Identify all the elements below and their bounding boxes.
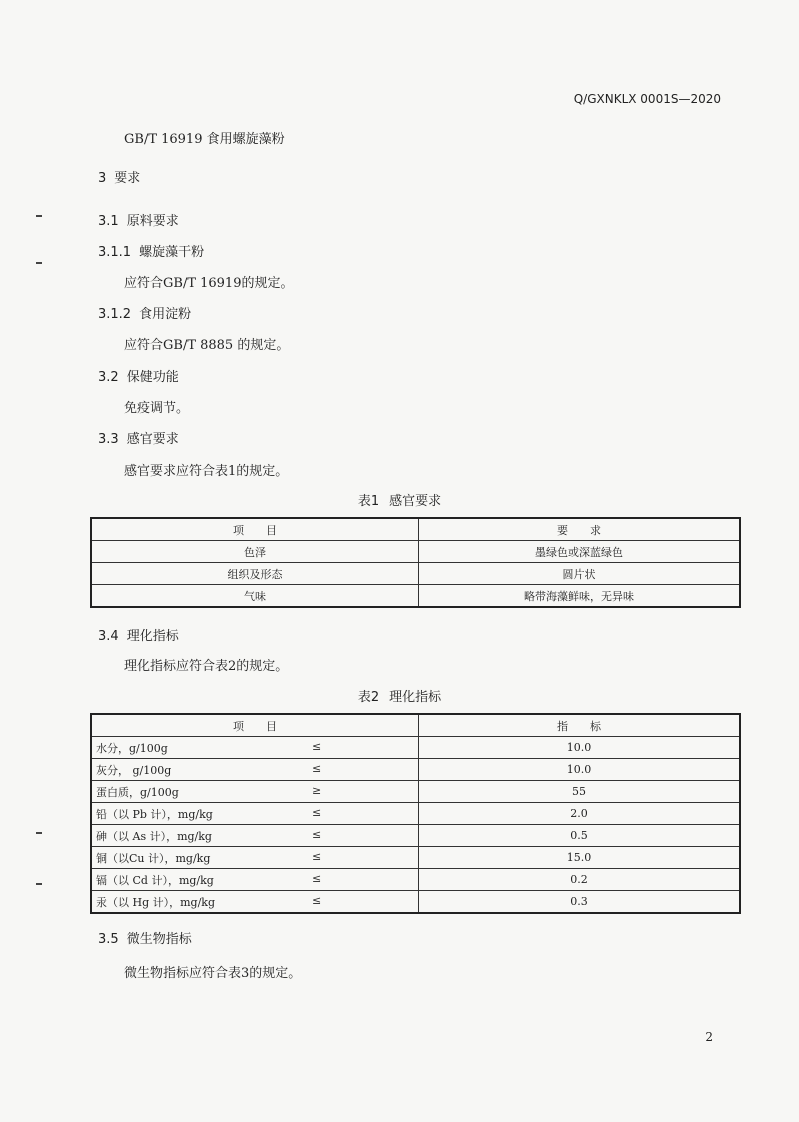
- table-title: 感官要求: [389, 494, 442, 509]
- section-title: 要求: [114, 171, 141, 186]
- section-3-1-1-heading: [98, 241, 204, 260]
- section-3-1-heading: [98, 210, 179, 229]
- item-label: 铅（以 Pb 计），mg/kg: [96, 807, 213, 821]
- value-cell: 0.3: [419, 891, 741, 914]
- table-row: [91, 825, 740, 847]
- table-row: [91, 803, 740, 825]
- value-cell: 0.2: [419, 869, 741, 891]
- section-number: 3.1.1: [98, 245, 132, 260]
- item-label: 砷（以 As 计），mg/kg: [96, 829, 212, 843]
- value-cell: 10.0: [419, 737, 741, 759]
- item-cell: [91, 737, 419, 759]
- section-3-heading: [98, 167, 140, 186]
- section-title: 螺旋藻干粉: [139, 245, 205, 260]
- section-3-5-heading: [98, 928, 192, 947]
- section-3-1-2-text: 应符合GB/T 8885 的规定。: [124, 338, 290, 353]
- physicochemical-indicators-table: [90, 713, 741, 914]
- table-row: [91, 781, 740, 803]
- table-cell: 气味: [91, 585, 419, 608]
- section-number: 3.2: [98, 370, 119, 385]
- section-3-1-2-heading: [98, 303, 191, 322]
- table-cell: 略带海藻鲜味，无异味: [419, 585, 741, 608]
- reference-standard: GB/T 16919 食用螺旋藻粉: [124, 132, 285, 147]
- header-cell: 项 目: [91, 518, 419, 541]
- comparison-symbol: ≤: [312, 828, 322, 841]
- table-row: [91, 737, 740, 759]
- section-3-4-text: 理化指标应符合表2的规定。: [124, 659, 289, 674]
- table-number: 表2: [357, 690, 380, 705]
- comparison-symbol: ≤: [312, 872, 322, 885]
- table-row: [91, 891, 740, 914]
- value-cell: 10.0: [419, 759, 741, 781]
- value-cell: 2.0: [419, 803, 741, 825]
- section-number: 3.1.2: [98, 307, 132, 322]
- table-header-row: [91, 518, 740, 541]
- value-cell: 55: [419, 781, 741, 803]
- item-cell: [91, 825, 419, 847]
- section-title: 原料要求: [126, 214, 179, 229]
- section-number: 3.5: [98, 932, 119, 947]
- item-cell: [91, 891, 419, 914]
- section-title: 食用淀粉: [139, 307, 192, 322]
- section-number: 3.3: [98, 432, 119, 447]
- section-title: 感官要求: [126, 432, 179, 447]
- document-code: Q/GXNKLX 0001S—2020: [573, 92, 721, 106]
- header-cell: 指 标: [419, 714, 741, 737]
- item-cell: [91, 781, 419, 803]
- section-title: 微生物指标: [126, 932, 192, 947]
- table-row: [91, 541, 740, 563]
- section-number: 3.4: [98, 629, 119, 644]
- section-3-1-1-text: 应符合GB/T 16919的规定。: [124, 276, 294, 291]
- comparison-symbol: ≤: [312, 762, 322, 775]
- section-number: 3.1: [98, 214, 119, 229]
- table-number: 表1: [357, 494, 380, 509]
- item-label: 蛋白质，g/100g: [96, 785, 179, 799]
- section-3-2-heading: [98, 366, 179, 385]
- binding-hole-mark: [36, 262, 42, 264]
- table-title: 理化指标: [389, 690, 442, 705]
- item-cell: [91, 847, 419, 869]
- comparison-symbol: ≤: [312, 740, 322, 753]
- item-cell: [91, 803, 419, 825]
- table-1-caption: [0, 490, 799, 509]
- section-3-3-heading: [98, 428, 179, 447]
- table-row: [91, 869, 740, 891]
- table-2-caption: [0, 686, 799, 705]
- comparison-symbol: ≤: [312, 850, 322, 863]
- value-cell: 15.0: [419, 847, 741, 869]
- item-cell: [91, 869, 419, 891]
- section-3-2-text: 免疫调节。: [124, 401, 190, 416]
- item-label: 水分，g/100g: [96, 741, 168, 755]
- comparison-symbol: ≥: [312, 784, 322, 797]
- header-cell: 要 求: [419, 518, 741, 541]
- section-title: 保健功能: [126, 370, 179, 385]
- page-number: 2: [705, 1030, 713, 1044]
- header-cell: 项 目: [91, 714, 419, 737]
- table-cell: 圆片状: [419, 563, 741, 585]
- binding-hole-mark: [36, 832, 42, 834]
- table-cell: 组织及形态: [91, 563, 419, 585]
- item-label: 铜（以Cu 计），mg/kg: [96, 851, 211, 865]
- table-row: [91, 585, 740, 608]
- table-row: [91, 563, 740, 585]
- table-cell: 墨绿色或深蓝绿色: [419, 541, 741, 563]
- item-label: 灰分， g/100g: [96, 763, 172, 777]
- table-header-row: [91, 714, 740, 737]
- section-3-4-heading: [98, 625, 179, 644]
- table-row: [91, 847, 740, 869]
- binding-hole-mark: [36, 883, 42, 885]
- section-3-3-text: 感官要求应符合表1的规定。: [124, 464, 289, 479]
- comparison-symbol: ≤: [312, 806, 322, 819]
- binding-hole-mark: [36, 215, 42, 217]
- section-3-5-text: 微生物指标应符合表3的规定。: [124, 966, 302, 981]
- item-label: 镉（以 Cd 计），mg/kg: [96, 873, 214, 887]
- section-title: 理化指标: [126, 629, 179, 644]
- section-number: 3: [98, 171, 107, 186]
- table-row: [91, 759, 740, 781]
- sensory-requirements-table: [90, 517, 741, 608]
- item-cell: [91, 759, 419, 781]
- value-cell: 0.5: [419, 825, 741, 847]
- item-label: 汞（以 Hg 计），mg/kg: [96, 895, 216, 909]
- comparison-symbol: ≤: [312, 894, 322, 907]
- table-cell: 色泽: [91, 541, 419, 563]
